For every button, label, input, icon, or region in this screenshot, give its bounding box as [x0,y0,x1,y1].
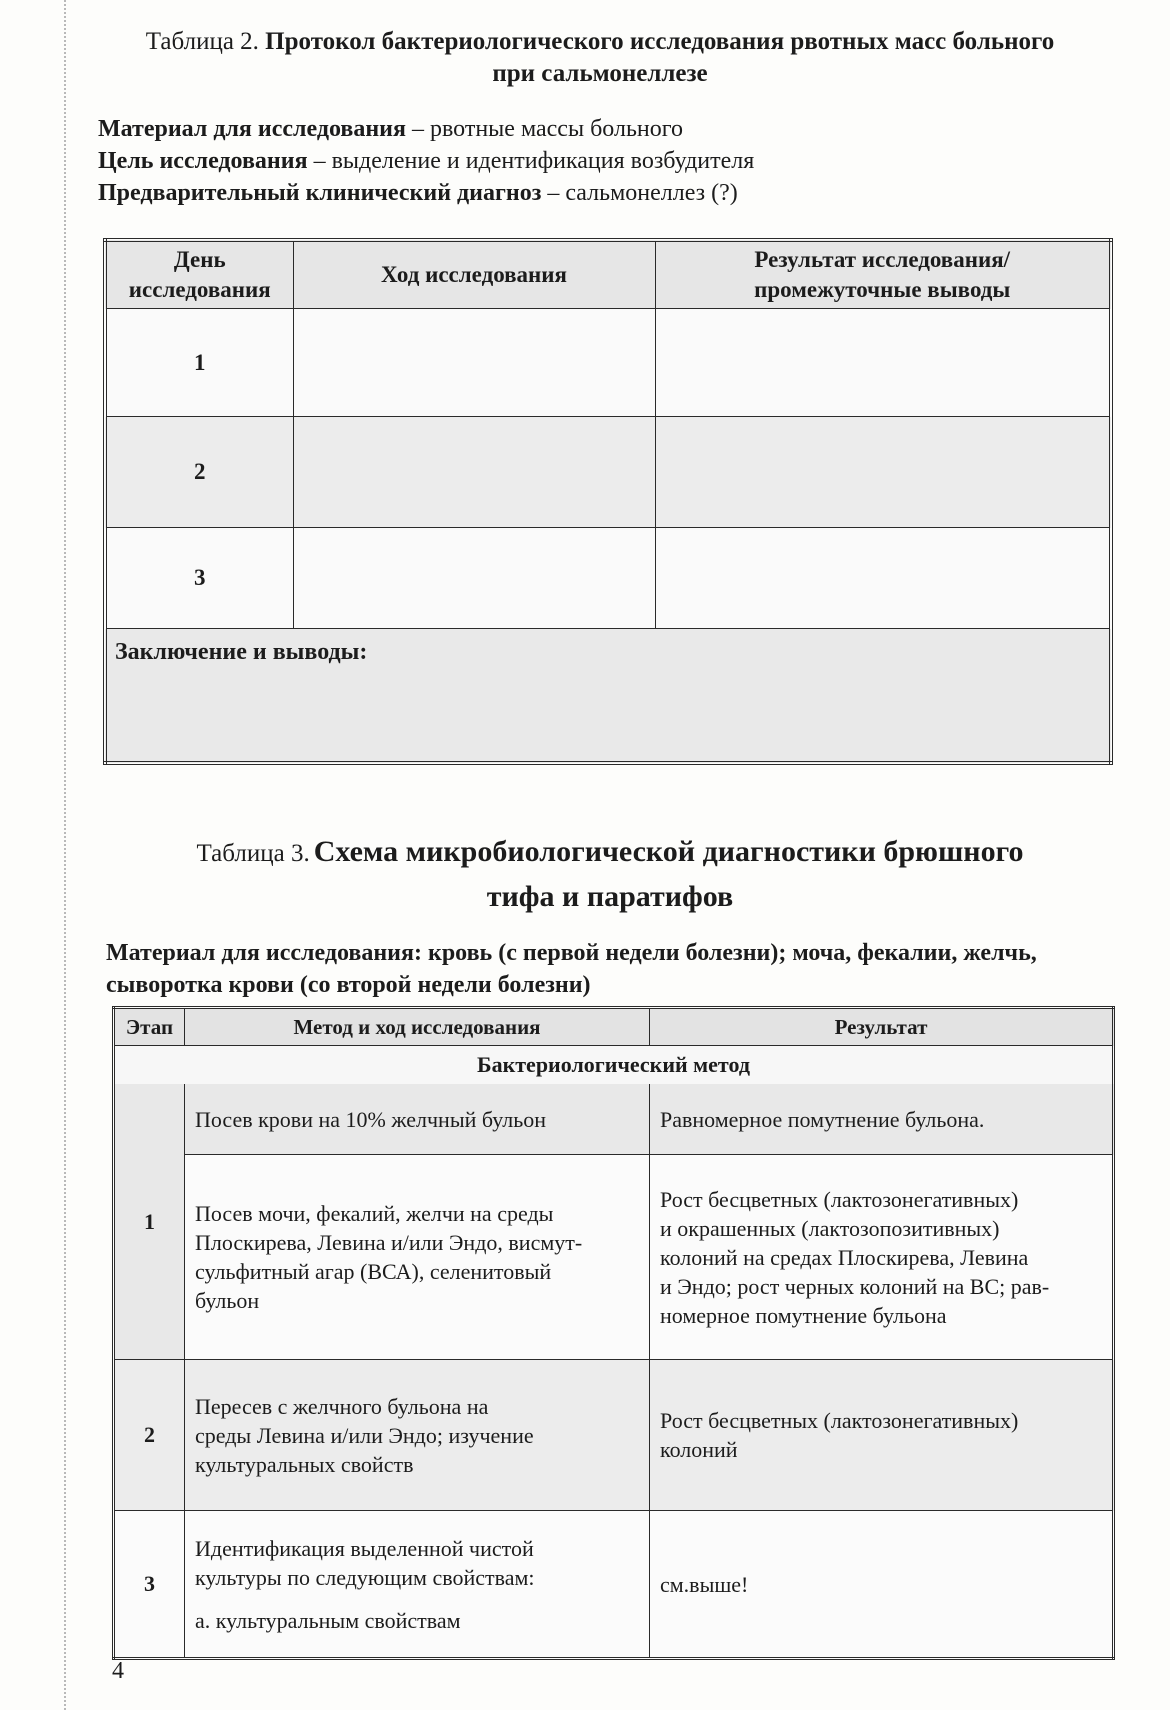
meta-diagnosis-label: Предварительный клинический диагноз [98,180,542,206]
result-cell [650,1155,1114,1360]
meta-purpose-label: Цель исследования [98,148,308,174]
header-result: Результат [650,1008,1114,1046]
result-line: и Эндо; рост черных колоний на ВС; рав- [660,1273,1050,1299]
table2-protocol [103,238,1113,765]
result-cell [650,1360,1114,1511]
header-course: Ход исследования [293,240,655,309]
header-day [105,240,293,309]
stage-cell: 1 [114,1084,185,1360]
table3-header-row [114,1008,1114,1046]
header-result [655,240,1111,309]
table3-caption-label: Таблица 3. [196,840,310,867]
method-line: Пересев с желчного бульона на [195,1393,489,1419]
conclusion-cell[interactable] [105,629,1111,764]
table3-scheme [112,1006,1115,1660]
header-stage: Этап [114,1008,185,1046]
meta-material-label: Материал для исследования [98,116,406,142]
result-cell [650,1511,1114,1659]
table-row [105,417,1111,528]
result-cell[interactable] [655,417,1111,528]
method-cell [185,1084,650,1155]
section-title: Бактериологический метод [114,1046,1114,1085]
method-line: сульфитный агар (ВСА), селенитовый [195,1259,552,1284]
method-cell [185,1360,650,1511]
method-line: а. культуральным свойствам [195,1607,461,1633]
day-cell: 3 [105,528,293,629]
stage-cell: 3 [114,1511,185,1659]
margin-dotted-line [64,0,66,1710]
method-cell [185,1155,650,1360]
course-cell[interactable] [293,528,655,629]
table-row [114,1084,1114,1155]
method-line: Плоскирева, Левина и/или Эндо, висмут- [195,1230,583,1255]
method-line: Посев мочи, фекалий, желчи на среды [195,1201,554,1226]
header-method: Метод и ход исследования [185,1008,650,1046]
result-line: Рост бесцветных (лактозонегативных) [660,1408,1019,1433]
table2-caption [110,26,1090,90]
meta-purpose [98,145,1098,177]
table2-caption-title-line2: при сальмонеллезе [492,60,708,87]
method-line: культуральных свойств [195,1451,414,1477]
result-line: Равномерное помутнение бульона. [660,1106,985,1132]
meta-diagnosis [98,177,1098,209]
method-line: бульон [195,1288,260,1313]
table3-caption [110,832,1110,922]
result-line: Рост бесцветных (лактозонегативных) [660,1186,1019,1212]
result-line: и окрашенных (лактозопозитивных) [660,1215,1000,1241]
result-cell [650,1084,1114,1155]
header-day-line1: День [173,247,226,272]
table-row [114,1360,1114,1511]
method-line: среды Левина и/или Эндо; изучение [195,1422,534,1448]
table3-caption-title-line2: тифа и паратифов [486,880,734,913]
method-cell [185,1511,650,1659]
course-cell[interactable] [293,309,655,417]
result-line: см.выше! [660,1571,749,1597]
course-cell[interactable] [293,417,655,528]
result-line: колоний [660,1437,738,1462]
material-line1: Материал для исследования: кровь (с первой недели болезни); моча, фекалии, желчь, [106,940,1037,966]
meta-material [98,113,1098,145]
table2-header-row [105,240,1111,309]
header-day-line2: исследования [128,277,271,302]
table2-caption-label: Таблица 2. [145,28,259,55]
table3-material [106,937,1116,1001]
day-cell: 1 [105,309,293,417]
table2-meta [98,113,1098,209]
meta-purpose-value: – выделение и идентификация возбудителя [313,148,755,174]
method-line: Идентификация выделенной чистой [195,1535,534,1561]
table-row [105,528,1111,629]
table-row [114,1511,1114,1659]
conclusion-label: Заключение и выводы: [115,639,368,665]
result-line: номерное помутнение бульона [660,1302,947,1328]
result-cell[interactable] [655,528,1111,629]
method-line: Посев крови на 10% желчный бульон [195,1106,547,1132]
day-cell: 2 [105,417,293,528]
result-line: колоний на средах Плоскирева, Левина [660,1244,1029,1270]
conclusion-row [105,629,1111,764]
material-line2: сыворотка крови (со второй недели болезни) [106,972,591,998]
meta-material-value: – рвотные массы больного [412,116,683,142]
page-number: 4 [112,1658,124,1684]
header-result-line2: промежуточные выводы [754,277,1011,302]
table-row [114,1155,1114,1360]
method-line: культуры по следующим свойствам: [195,1564,535,1590]
table3-caption-title-line1: Схема микробиологической диагностики брюшного [313,835,1024,868]
table2-caption-title-line1: Протокол бактериологического исследования рвотных масс больного [265,28,1055,55]
result-cell[interactable] [655,309,1111,417]
section-row [114,1046,1114,1085]
meta-diagnosis-value: – сальмонеллез (?) [547,180,738,206]
header-result-line1: Результат исследования/ [754,247,1011,272]
method-gap [195,1592,639,1606]
table-row [105,309,1111,417]
stage-cell: 2 [114,1360,185,1511]
